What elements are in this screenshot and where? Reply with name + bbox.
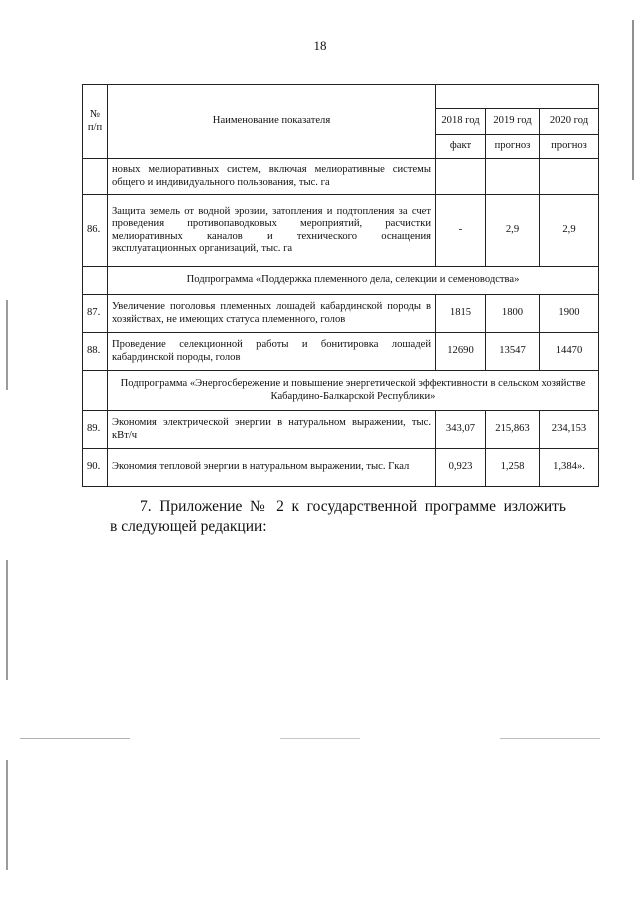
scan-dash-line-1 — [20, 738, 130, 739]
row-value-2020: 234,153 — [540, 411, 599, 449]
subprogram-empty-cell — [83, 371, 108, 411]
header-num: № п/п — [83, 85, 108, 159]
row-number: 89. — [83, 411, 108, 449]
subprogram-row — [83, 267, 599, 295]
row-indicator-name: Экономия тепловой энергии в натуральном выражении, тыс. Гкал — [108, 449, 436, 487]
instruction-paragraph — [110, 497, 566, 538]
row-value-2020: 1900 — [540, 295, 599, 333]
row-number: 87. — [83, 295, 108, 333]
row-value-2020: 14470 — [540, 333, 599, 371]
table-row — [83, 195, 599, 267]
row-indicator-name: Защита земель от водной эрозии, затопления и подтопления за счет проведения противопаводковых мероприятий, расчистки мелиоративных каналов и технического оснащения эксплуатационных организаций, тыс. га — [108, 195, 436, 267]
indicators-table — [82, 84, 599, 487]
header-name: Наименование показателя — [108, 85, 436, 159]
header-top-cell — [436, 85, 599, 109]
row-indicator-name: Проведение селекционной работы и бонитировка лошадей кабардинской породы, голов — [108, 333, 436, 371]
scan-dash-line-2 — [280, 738, 360, 739]
row-indicator-name: Экономия электрической энергии в натуральном выражении, тыс. кВт/ч — [108, 411, 436, 449]
row-value-2019: 13547 — [486, 333, 540, 371]
header-year-2019: 2019 год — [486, 109, 540, 135]
scan-dash-line-3 — [500, 738, 600, 739]
subprogram-title: Подпрограмма «Поддержка племенного дела, селекции и семеноводства» — [108, 267, 599, 295]
table-row — [83, 159, 599, 195]
subprogram-empty-cell — [83, 267, 108, 295]
header-spacer-row — [83, 85, 599, 109]
header-year-2020: 2020 год — [540, 109, 599, 135]
paragraph-line-2: в следующей редакции: — [110, 518, 267, 536]
row-value-2018: 1815 — [436, 295, 486, 333]
page-number: 18 — [313, 38, 327, 53]
table-body — [83, 85, 599, 487]
row-number: 90. — [83, 449, 108, 487]
row-value-2018 — [436, 159, 486, 195]
row-value-2020 — [540, 159, 599, 195]
row-value-2018: 12690 — [436, 333, 486, 371]
subprogram-title: Подпрограмма «Энергосбережение и повышение энергетической эффективности в сельском хозяйстве Кабардино-Балкарской Республики» — [108, 371, 599, 411]
paragraph-line-1: 7. Приложение № 2 к государственной программе изложить — [140, 498, 566, 515]
row-value-2019: 1,258 — [486, 449, 540, 487]
row-number — [83, 159, 108, 195]
row-value-2019: 1800 — [486, 295, 540, 333]
header-sub-2018: факт — [436, 135, 486, 159]
header-sub-2020: прогноз — [540, 135, 599, 159]
row-value-2018: 0,923 — [436, 449, 486, 487]
scan-mark-left-2 — [6, 560, 8, 680]
row-value-2019: 215,863 — [486, 411, 540, 449]
row-value-2020: 1,384». — [540, 449, 599, 487]
row-number: 86. — [83, 195, 108, 267]
row-indicator-name: Увеличение поголовья племенных лошадей кабардинской породы в хозяйствах, не имеющих статуса племенного, голов — [108, 295, 436, 333]
header-year-2018: 2018 год — [436, 109, 486, 135]
scan-mark-left-1 — [6, 300, 8, 390]
row-number: 88. — [83, 333, 108, 371]
row-value-2018: - — [436, 195, 486, 267]
row-value-2019: 2,9 — [486, 195, 540, 267]
scan-mark-left-3 — [6, 760, 8, 870]
table-row — [83, 411, 599, 449]
row-indicator-name: новых мелиоративных систем, включая мелиоративные системы общего и индивидуального пользования, тыс. га — [108, 159, 436, 195]
table-row — [83, 295, 599, 333]
header-sub-2019: прогноз — [486, 135, 540, 159]
row-value-2020: 2,9 — [540, 195, 599, 267]
subprogram-row — [83, 371, 599, 411]
scan-mark-top-right — [632, 20, 634, 180]
table-row — [83, 449, 599, 487]
row-value-2019 — [486, 159, 540, 195]
table-row — [83, 333, 599, 371]
row-value-2018: 343,07 — [436, 411, 486, 449]
